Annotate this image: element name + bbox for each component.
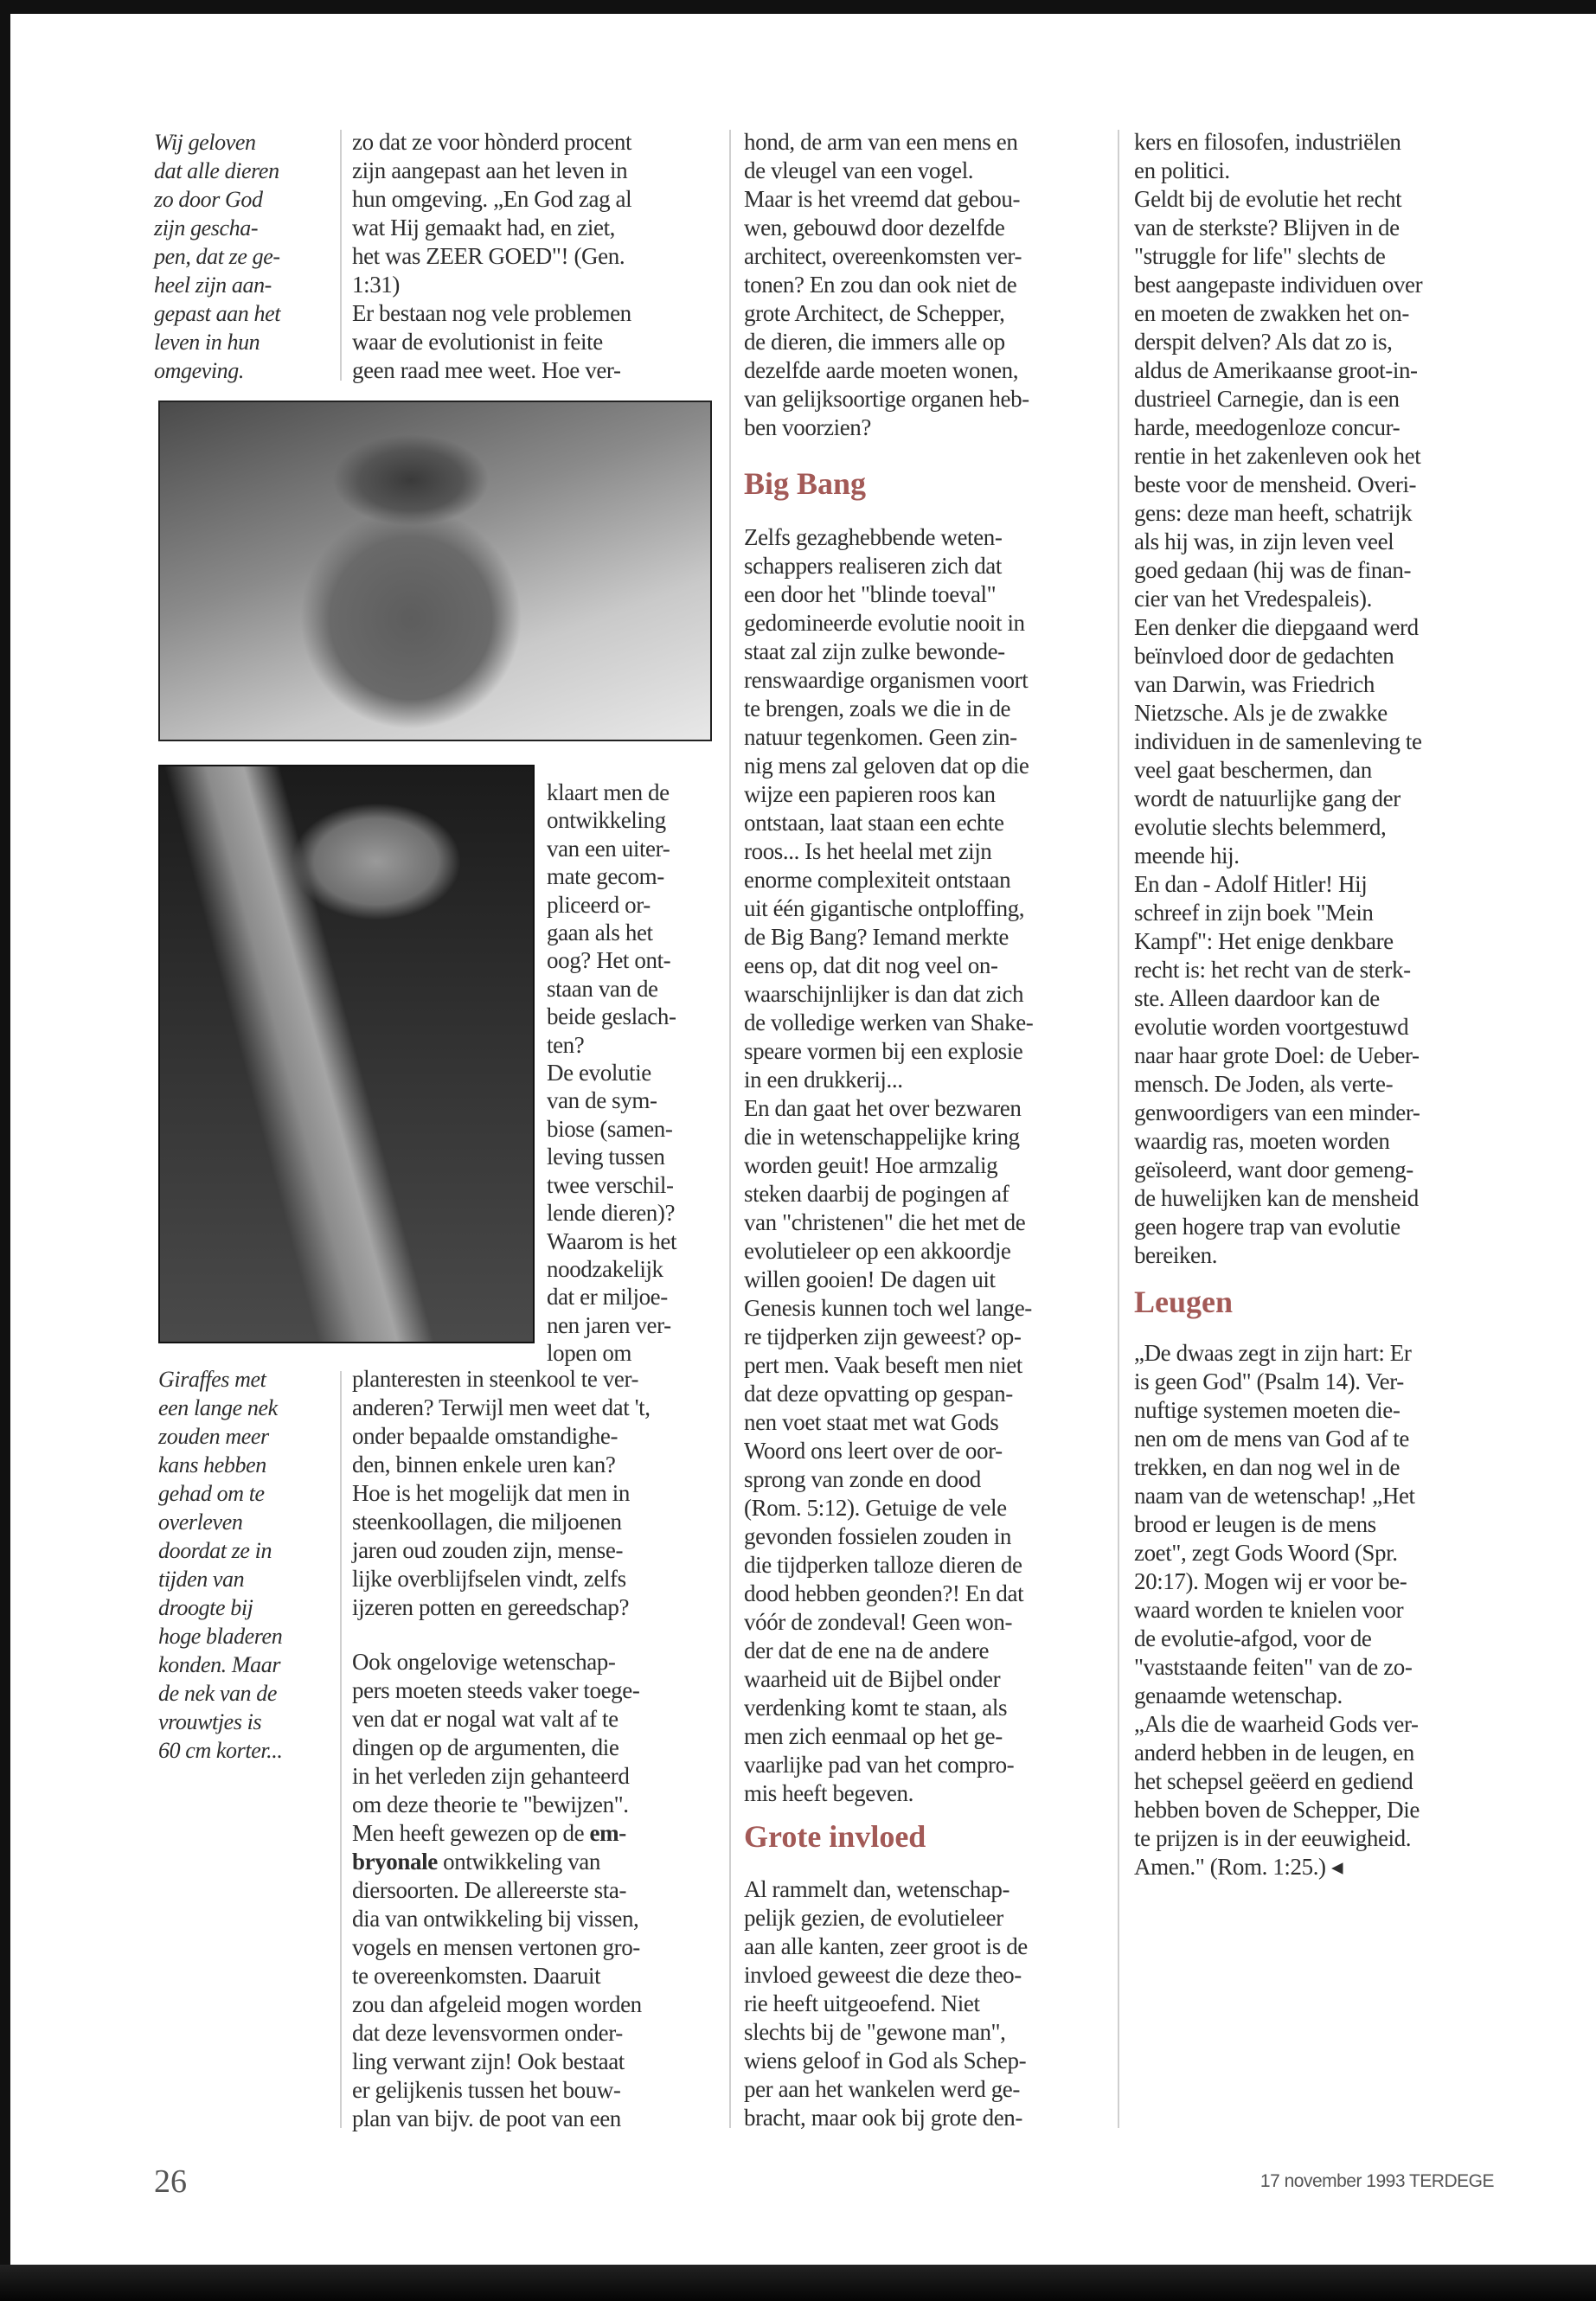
column-rule [729,130,731,2128]
page-number: 26 [154,2163,187,2200]
scan-border-left [0,0,10,2301]
column-rule [340,130,342,381]
column-rule [1118,130,1119,2128]
column-4-body: „De dwaas zegt in zijn hart: Er is geen God" (Psalm 14). Ver- nuftige systemen moeten die- nen om de mens van God af te trekken, en dan nog wel in de naam van de wetenschap! „Het brood er leugen is de mens zoet", zegt Gods Woord (Spr. 20:17). Mogen wij er voor be- waard worden te knielen voor de evolutie-afgod, voor de "vaststaande feiten" van de zo- genaamde wetenschap. „Als die de waarheid Gods ver- anderd hebben in de leugen, en het schepsel geëerd en gediend hebben boven de Schepper, Die te prijzen is in der eeuwigheid. Amen." (Rom. 1:25.) ◂ [1134,1340,1420,1880]
column-2-text-lower: planteresten in steenkool te ver- anderen? Terwijl men weet dat 't, onder bepaalde omstandighe- den, binnen enkele uren kan? Hoe is het mogelijk dat men in steenkoollagen, die miljoenen jaren oud zouden zijn, mense- lijke overblijfselen vindt, zelfs ijzeren potten en gereedschap? [352,1366,651,1620]
section-heading-leugen: Leugen [1134,1285,1234,1319]
column-3-text-top: hond, de arm van een mens en de vleugel van een vogel. Maar is het vreemd dat gebou- wen, gebouwd door dezelfde architect, overeenkomsten ver- tonen? En zou dan ook niet de grote Architect, de Schepper, de dieren, die immers alle op dezelfde aarde moeten wonen, van gelijksoortige organen heb- ben voorzien? [744,129,1029,440]
column-2-text-narrow: klaart men de ontwikkeling van een uiter- mate gecom- pliceerd or- gaan als het oog? Het ont- staan van de beide geslach- ten? De evolutie van de sym- biose (samen- leving tussen twee verschil- lende dieren)? Waarom is het noodzakelijk dat er miljoe- nen jaren ver- lopen om [547,779,677,1367]
giraffe-caption: Giraffes met een lange nek zouden meer kans hebben gehad om te overleven doordat ze in tijden van droogte bij hoge bladeren konden. Maar de nek van de vrouwtjes is 60 cm korter... [158,1367,283,1763]
paragraph-text: Ook ongelovige wetenschap- pers moeten steeds vaker toege- ven dat er nogal wat valt af te dingen op de argumenten, die in het verleden zijn gehanteerd om deze theorie te "bewijzen". Men heeft gewezen op de [352,1649,640,1846]
bold-term: em- bryonale [352,1820,626,1875]
column-3-body: Zelfs gezaghebbende weten- schappers realiseren zich dat een door het "blinde toeval" gedomineerde evolutie nooit in staat zal zijn zulke bewonde- renswaardige organismen voort te brengen, zoals we die in de natuur tegenkomen. Geen zin- nig mens zal geloven dat op die wijze een papieren roos kan ontstaan, laat staan een echte roos... Is het heelal met zijn enorme complexiteit ontstaan uit één gigantische ontploffing, de Big Bang? Iemand merkte eens op, dat dit nog veel on- waarschijnlijker is dan dat zich de volledige werken van Shake- speare vormen bij een explosie in een drukkerij... En dan gaat het over bezwaren die in wetenschappelijke kring worden geuit! Hoe armzalig steken daarbij de pogingen af van "christenen" die het met de evolutieleer op een akkoordje willen gooien! De dagen uit Genesis kunnen toch wel lange- re tijdperken zijn geweest? op- pert men. Vaak beseft men niet dat deze opvatting op gespan- nen voet staat met wat Gods Woord ons leert over de oor- sprong van zonde en dood (Rom. 5:12). Getuige de vele gevonden fossielen zouden in die tijdperken talloze dieren de dood hebben geonden?! En dat vóór de zondeval! Geen won- der dat de ene na de andere waarheid uit de Bijbel onder verdenking komt te staan, als men zich eenmaal op het ge- vaarlijke pad van het compro- mis heeft begeven. [744,524,1034,1806]
column-2-paragraph [352,1648,642,2133]
giraffe-photo [158,765,535,1343]
section-heading-grote-invloed: Grote invloed [744,1819,926,1854]
paragraph-text: ontwikkeling van diersoorten. De allereerste sta- dia van ontwikkeling bij vissen, vogels en mensen vertonen gro- te overeenkomsten. Daaruit zou dan afgeleid mogen worden dat deze levensvormen onder- ling verwant zijn! Ook bestaat er gelijkenis tussen het bouw- plan van bijv. de poot van een [352,1849,642,2131]
section-heading-big-bang: Big Bang [744,466,867,501]
seal-photo [158,401,712,741]
column-4-text-top: kers en filosofen, industriëlen en politici. Geldt bij de evolutie het recht van de sterkste? Blijven in de "struggle for life" slechts de best aangepaste individuen over en moeten de zwakken het on- derspit delven? Als dat zo is, aldus de Amerikaanse groot-in- dustrieel Carnegie, dan is een harde, meedogenloze concur- rentie in het zakenleven ook het beste voor de mensheid. Overi- gens: deze man heeft, schatrijk als hij was, in zijn leven veel goed gedaan (hij was de finan- cier van het Vredespaleis). Een denker die diepgaand werd beïnvloed door de gedachten van Darwin, was Friedrich Nietzsche. Als je de zwakke individuen in de samenleving te veel gaat beschermen, dan wordt de natuurlijke gang der evolutie slechts belemmerd, meende hij. En dan - Adolf Hitler! Hij schreef in zijn boek "Mein Kampf": Het enige denkbare recht is: het recht van de sterk- ste. Alleen daardoor kan de evolutie worden voortgestuwd naar haar grote Doel: de Ueber- mensch. De Joden, als verte- genwoordigers van een minder- waardig ras, moeten worden geïsoleerd, want door gemeng- de huwelijken kan de mensheid geen hogere trap van evolutie bereiken. [1134,129,1423,1268]
column-2-text-top: zo dat ze voor hònderd procent zijn aangepast aan het leven in hun omgeving. „En God zag al wat Hij gemaakt had, en ziet, het was ZEER GOED"! (Gen. 1:31) Er bestaan nog vele problemen waar de evolutionist in feite geen raad mee weet. Hoe ver- [352,129,632,383]
pull-quote-caption: Wij geloven dat alle dieren zo door God zijn gescha- pen, dat ze ge- heel zijn aan- gepast aan het leven in hun omgeving. [154,130,281,383]
scan-border-top [0,0,1596,14]
scan-border-bottom [0,2265,1596,2301]
issue-date: 17 november 1993 TERDEGE [1259,2171,1494,2191]
column-rule [340,1371,342,2128]
column-3-body-2: Al rammelt dan, wetenschap- pelijk gezien, de evolutieleer aan alle kanten, zeer groot is de invloed geweest die deze theo- rie heeft uitgeoefend. Niet slechts bij de "gewone man", wiens geloof in God als Schep- per aan het wankelen werd ge- bracht, maar ook bij grote den- [744,1876,1028,2131]
